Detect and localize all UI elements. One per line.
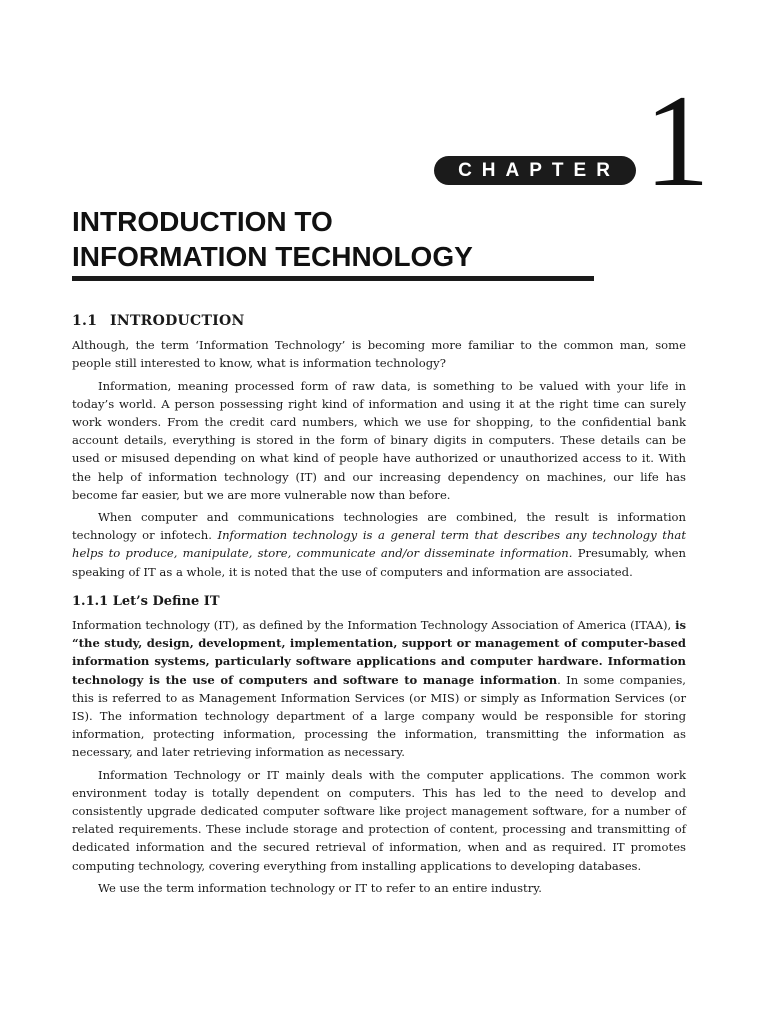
define-paragraph-2: Information Technology or IT mainly deals with the computer applications. The common work environment today is totally dependent on computers. This has led to the need to develop and consistently upgrade dedicated computer software like project management software, for a number of related requirements. These include storage and protection of content, processing and transmitting of dedicated information and the secured retrieval of information, when and as required. IT promotes computing technology, covering everything from installing applications to developing databases. xyxy=(72,767,686,873)
section-title: INTRODUCTION xyxy=(110,313,245,329)
define-paragraph-1-tail: . In some companies, this is referred to as Management Information Services (or MIS) or simply as Information Services (or IS). The information technology department of a large company would be responsible for storing information, protecting information, processing the information, transmitting the information as necessary, and later retrieving information as necessary. xyxy=(72,672,686,760)
intro-paragraph-3-text: When computer and communications technologies are combined, the result is information technology or infotech. xyxy=(72,510,686,543)
chapter-title xyxy=(72,204,473,274)
define-paragraph-1-lead: Information technology (IT), as defined by the Information Technology Association of America (ITAA), xyxy=(72,618,676,633)
intro-paragraph-3-tail: Presumably, when speaking of IT as a whole, it is noted that the use of computers and information are associated. xyxy=(72,546,686,579)
title-underline xyxy=(72,276,594,281)
intro-paragraph-3 xyxy=(72,508,686,581)
chapter-label: CHAPTER xyxy=(434,156,636,185)
define-paragraph-1 xyxy=(72,616,686,762)
itaa-definition-bold: is “the study, design, development, implementation, support or management of computer-based information systems, particularly software applications and computer hardware. Information technology is the use of computers and software to manage information xyxy=(72,618,686,687)
chapter-title-line-2: INFORMATION TECHNOLOGY xyxy=(72,241,473,272)
section-number: 1.1 xyxy=(72,313,98,329)
page-body xyxy=(72,312,686,901)
chapter-title-line-1: INTRODUCTION TO xyxy=(72,206,333,237)
define-paragraph-3: We use the term information technology or IT to refer to an entire industry. xyxy=(98,880,542,895)
chapter-number: 1 xyxy=(644,67,710,214)
subsection-heading: 1.1.1 Let’s Define IT xyxy=(72,593,220,609)
intro-paragraph-2: Information, meaning processed form of raw data, is something to be valued with your life in today’s world. A person possessing right kind of information and using it at the right time can surely work wonders. From the credit card numbers, which we use for shopping, to the confidential bank account details, everything is stored in the form of binary digits in computers. These details can be used or misused depending on what kind of people have authorized or unauthorized access to it. With the help of information technology (IT) and our increasing dependency on machines, our life has become far easier, but we are more vulnerable now than before. xyxy=(72,378,686,502)
intro-paragraph-1: Although, the term ‘Information Technology’ is becoming more familiar to the common man, some people still interested to know, what is information technology? xyxy=(72,338,686,371)
it-definition-italic: Information technology is a general term that describes any technology that helps to produce, manipulate, store, communicate and/or disseminate information. xyxy=(72,528,686,561)
section-heading xyxy=(72,312,686,330)
